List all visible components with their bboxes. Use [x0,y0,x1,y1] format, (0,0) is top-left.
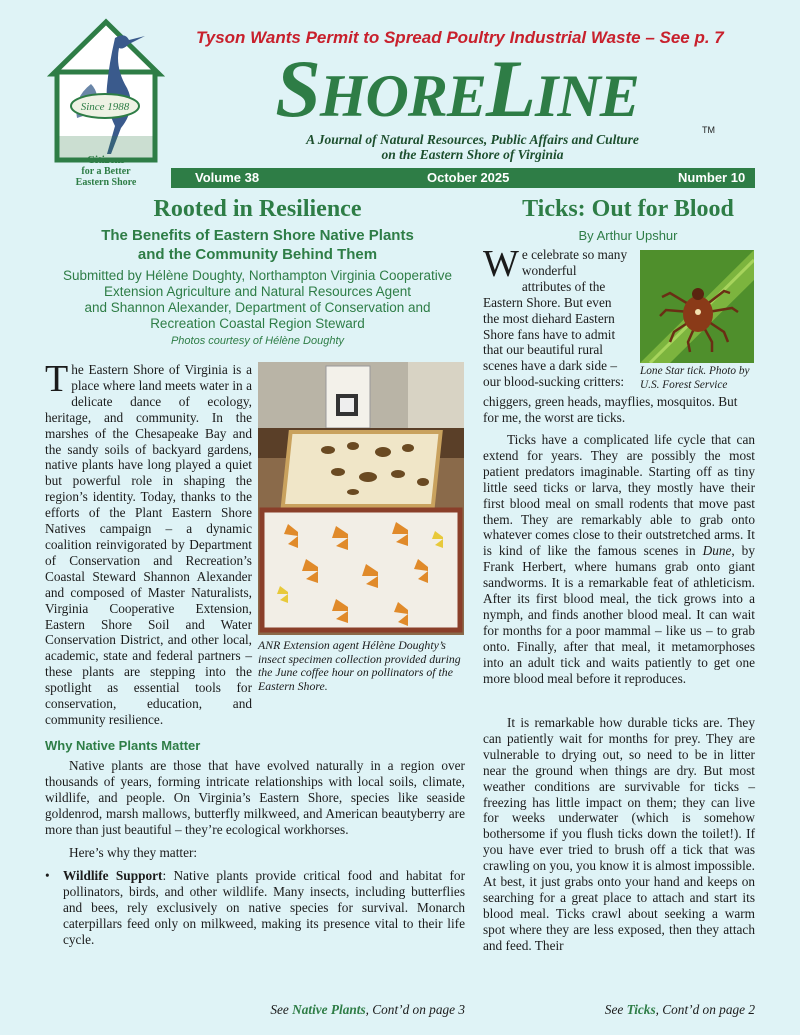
tick-paragraph-2 [483,432,755,687]
tick-p2-italic: Dune [702,543,732,559]
masthead-hore: HORE [319,63,486,129]
tick-p2-after: , by Frank Herbert, where humans grab onto giant sandworms. It is a remarkable feat of athleticism. After its first blood meal, the tick grows into a nymph, and finds another blood meal. It can wait for months for a poor mammal – like us – to grab onto. Finally, after that meal, it metamorphoses into an adult tick and waits patiently to get one more blood meal before it reproduces. [483,543,755,686]
tick-p2-before: Ticks have a complicated life cycle that can extend for years. They are possibly the most patient predators imaginable. Starting off as tiny little seed ticks or larva, they mostly have their first blood meal on small rodents that move past them. They are remarkably able to grab onto whatever comes close to their outstretched arms. It is kind of like the famous scenes in [483,432,755,559]
left-intro-text: he Eastern Shore of Virginia is a place where land meets water in a delicate dance of ecology, heritage, and community. In the marshes of the Chesapeake Bay and the sandy soils of backyard gardens, native plants have long played a quiet but powerful role in shaping the region’s identity. Today, thanks to the efforts of the Plant Eastern Shore Natives campaign – a dynamic coalition reinvigorated by Department of Conservation and Recreation’s Coastal Steward Shannon Alexander and composed of Master Naturalists, Virginia Cooperative Extension, Eastern Shore Soil and Water Conservation District, and other local, academic, state and federal partners – these plants are stepping into the spotlight as essential tools for conservation, education, and community resilience. [45,362,252,727]
masthead-s: S [275,43,320,134]
masthead-title [222,43,692,139]
left-cont-topic: Native Plants [292,1002,366,1017]
right-continued-link[interactable] [483,1002,755,1018]
credit-line3: and Shannon Alexander, Department of Conservation and [84,300,431,315]
credit-line4: Recreation Coastal Region Steward [150,316,365,331]
lone-star-tick-photo [640,250,754,363]
credit-line2: Extension Agriculture and Natural Resources Agent [104,284,411,299]
left-subtitle-line1: The Benefits of Eastern Shore Native Plants [101,227,414,244]
left-cont-see: See [270,1002,293,1017]
heres-why-text: Here’s why they matter: [69,845,198,860]
left-continued-link[interactable] [45,1002,465,1018]
subtitle-line2: on the Eastern Shore of Virginia [381,147,564,162]
bullet-text: : Native plants provide critical food and habitat for pollinators, birds, and other wildlife. Many insects, including butterflies and bees, rely exclusively on native species for survival. Monarch caterpillars feed only on milkweed, making its presence vital to their life cycle. [63,868,466,947]
tick-intro-text: e celebrate so many wonderful attributes of the Eastern Shore. But even the most diehard Eastern Shore fans have to admit that our beautiful rural scenes have a dark side – our blood-sucking critters: [483,247,628,390]
tick-paragraph-3: It is remarkable how durable ticks are. They can patiently wait for months for prey. They are vulnerable to drying out, so need to be in litter near the ground when things are dry. But most weather conditions are survivable for ticks – freezing has little impact on them; they can live for weeks underwater (which is somehow bothersome if you flush ticks down the toilet!). If you have ever tried to brush off a tick that was crawling on you, you know it is almost impossible. At best, it just grabs onto your hand and keeps on searching for a great place to attach and start its blood meal. Ticks crawl about seeking a warm spot where they are less exposed, then they attach and feed. Their [483,715,755,953]
masthead-ine: INE [535,63,639,129]
credit-line1: Submitted by Hélène Doughty, Northampton Virginia Cooperative [63,268,452,283]
trademark: TM [702,125,715,135]
top-banner-link[interactable]: Tyson Wants Permit to Spread Poultry Industrial Waste – See p. 7 [196,28,724,47]
logo-line3: Eastern Shore [75,177,137,188]
left-article-credit [45,268,470,332]
bullet-dot: • [45,868,50,883]
left-subtitle-line2: and the Community Behind Them [137,246,378,263]
right-cont-rest: , Cont’d on page 2 [655,1002,755,1017]
issue-date: October 2025 [427,170,510,185]
wildlife-support-bullet [45,868,465,948]
citizens-logo [47,18,165,190]
specimen-photo-caption: ANR Extension agent Hélène Doughty’s insect specimen collection provided during the June coffee hour on pollinators of the Eastern Shore. [258,638,461,693]
why-native-plants-heading: Why Native Plants Matter [45,738,201,753]
masthead-l: L [485,43,536,134]
tick-intro-end: chiggers, green heads, mayflies, mosquitos. But for me, the worst are ticks. [483,394,738,425]
right-dropcap: W [483,243,519,285]
issue-number: Number 10 [678,170,746,185]
left-dropcap: T [45,358,69,400]
tick-photo-caption: Lone Star tick. Photo by U.S. Forest Service [640,365,750,391]
logo-line1: Citizens [87,154,125,166]
left-article-subtitle [45,226,470,264]
right-article-byline: By Arthur Upshur [578,228,678,243]
subtitle-line1: A Journal of Natural Resources, Public Affairs and Culture [306,132,639,147]
masthead-subtitle [200,132,745,162]
logo-line2: for a Better [81,166,131,177]
logo-since: Since 1988 [80,101,130,113]
left-cont-rest: , Cont’d on page 3 [365,1002,465,1017]
right-article-title: Ticks: Out for Blood [522,196,734,222]
volume-label: Volume 38 [195,170,260,185]
right-cont-see: See [604,1002,627,1017]
specimen-collection-photo [258,362,464,635]
bullet-label: Wildlife Support [63,868,163,883]
left-article-intro [45,358,252,728]
tick-article-intro [483,243,629,390]
right-cont-topic: Ticks [626,1002,656,1017]
why-native-plants-text: Native plants are those that have evolved naturally in a region over thousands of years, forming intricate relationships with local soils, climate, wildlife, and people. On Virginia’s Eastern Shore, species like seaside goldenrod, marsh mallows, butterfly milkweed, and American beautyberry are more than just beautiful – they’re ecological workhorses. [45,758,465,837]
issue-bar [171,168,755,188]
photo-credit: Photos courtesy of Hélène Doughty [170,335,345,347]
left-article-title: Rooted in Resilience [153,196,362,222]
